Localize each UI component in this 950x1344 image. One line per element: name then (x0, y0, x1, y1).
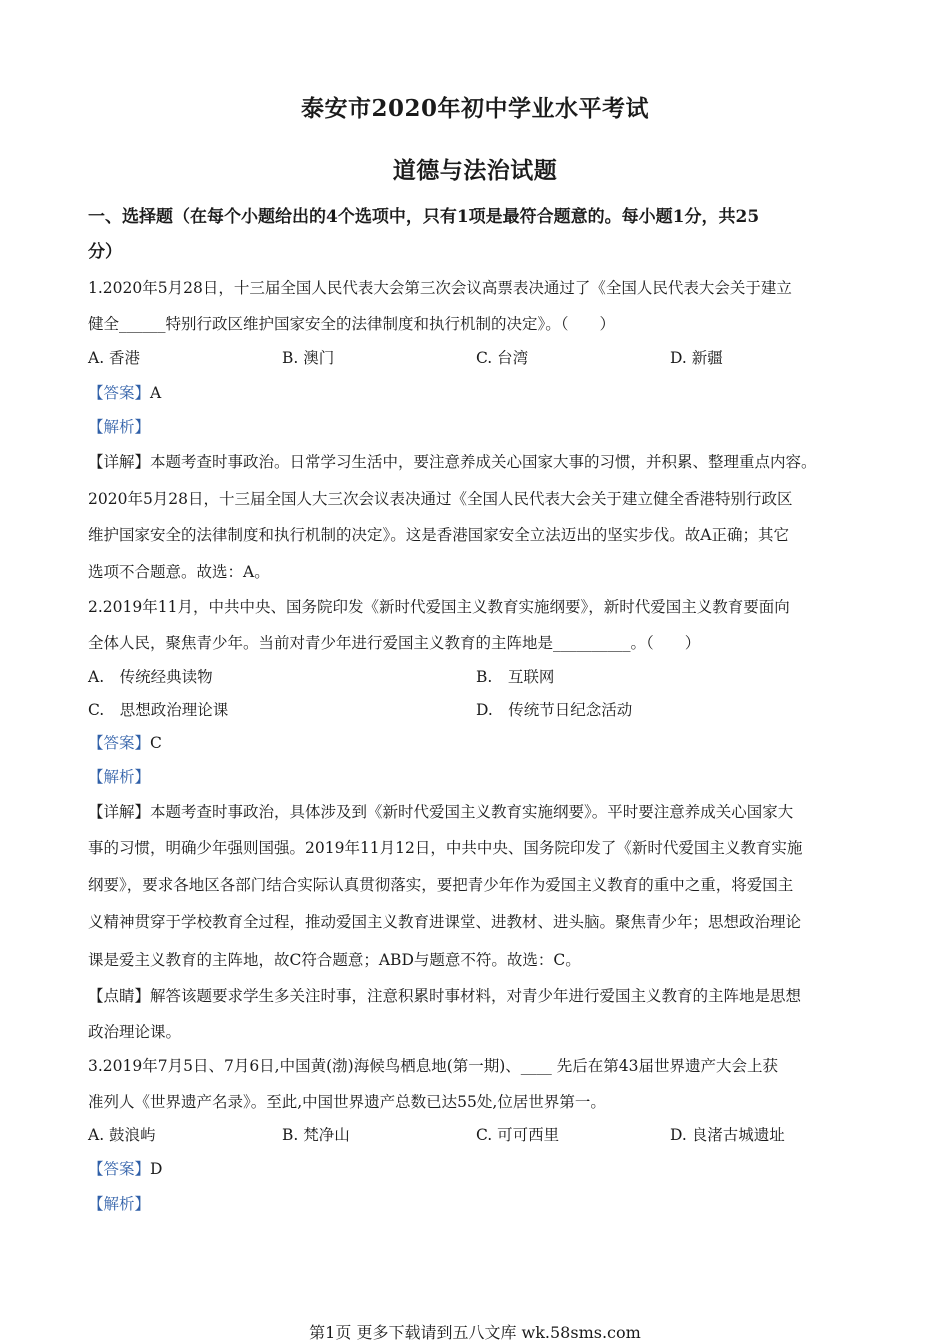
q1-answer (88, 382, 878, 404)
answer-tag: 【答案】 (88, 384, 151, 402)
q1-answer-value: A (150, 384, 162, 402)
q2-detail-text: 本题考查时事政治，具体涉及到《新时代爱国主义教育实施纲要》。平时要注意养成关心国家大 (150, 803, 794, 821)
q2-option-a: A. 传统经典读物 (88, 668, 213, 686)
q1-detail-line4: 选项不合题意。故选：A。 (88, 563, 270, 581)
section-heading-cont: 分） (88, 242, 122, 262)
q3-stem-line1: 3.2019年7月5日、7月6日,中国黄(渤)海候鸟栖息地(第一期)、____ 先后在第43届世界遗产大会上获 (88, 1057, 778, 1075)
q2-detail-line2: 事的习惯，明确少年强则国强。2019年11月12日，中共中央、国务院印发了《新时代爱国主义教育实施 (88, 839, 803, 857)
q1-option-a: A. 香港 (88, 349, 141, 367)
q2-answer-value: C (150, 734, 162, 752)
q3-option-b: B. 梵净山 (282, 1126, 350, 1144)
section-heading: 一、选择题（在每个小题给出的4个选项中，只有1项是最符合题意的。每小题1分，共25 (88, 207, 760, 227)
q2-comment-line1 (88, 985, 878, 1007)
q2-stem-line2: 全体人民，聚焦青少年。当前对青少年进行爱国主义教育的主阵地是__________。（ ） (88, 634, 701, 652)
q3-answer-value: D (150, 1160, 163, 1178)
q2-option-c: C. 思想政治理论课 (88, 701, 229, 719)
q3-option-c: C. 可可西里 (476, 1126, 560, 1144)
exam-subtitle: 道德与法治试题 (392, 157, 558, 184)
q1-detail-text: 本题考查时事政治。日常学习生活中，要注意养成关心国家大事的习惯，并积累、整理重点内容。 (150, 453, 817, 471)
q1-option-c: C. 台湾 (476, 349, 529, 367)
q2-analysis (88, 766, 878, 788)
q1-option-d: D. 新疆 (670, 349, 723, 367)
q2-detail-line5: 课是爱主义教育的主阵地，故C符合题意；ABD与题意不符。故选：C。 (88, 951, 581, 969)
q2-detail-line3: 纲要》，要求各地区各部门结合实际认真贯彻落实，要把青少年作为爱国主义教育的重中之重，将爱国主 (88, 876, 794, 894)
answer-tag: 【答案】 (88, 1160, 151, 1178)
q1-stem-line2: 健全______特别行政区维护国家安全的法律制度和执行机制的决定》。（ ） (88, 315, 616, 333)
q2-stem-line1: 2.2019年11月，中共中央、国务院印发《新时代爱国主义教育实施纲要》，新时代爱国主义教育要面向 (88, 598, 790, 616)
q2-comment-line2: 政治理论课。 (88, 1023, 182, 1041)
detail-tag: 【详解】 (88, 803, 151, 821)
q1-option-b: B. 澳门 (282, 349, 335, 367)
q2-option-b: B. 互联网 (476, 668, 555, 686)
page-footer: 第1页 更多下载请到五八文库 wk.58sms.com (309, 1323, 641, 1342)
exam-title: 泰安市2020年初中学业水平考试 (300, 95, 649, 122)
q1-detail-line2: 2020年5月28日，十三届全国人大三次会议表决通过《全国人民代表大会关于建立健全香港特别行政区 (88, 490, 793, 508)
q1-detail-line1 (88, 451, 878, 473)
q1-analysis (88, 416, 878, 438)
analysis-tag: 【解析】 (88, 1195, 151, 1213)
detail-tag: 【详解】 (88, 453, 151, 471)
analysis-tag: 【解析】 (88, 418, 151, 436)
q2-detail-line4: 义精神贯穿于学校教育全过程，推动爱国主义教育进课堂、进教材、进头脑。聚焦青少年；思想政治理论 (88, 913, 802, 931)
q2-detail-line1 (88, 801, 878, 823)
q2-option-d: D. 传统节日纪念活动 (476, 701, 633, 719)
q3-option-d: D. 良渚古城遗址 (670, 1126, 785, 1144)
q3-option-a: A. 鼓浪屿 (88, 1126, 156, 1144)
q3-answer (88, 1158, 878, 1180)
q3-analysis (88, 1193, 878, 1215)
answer-tag: 【答案】 (88, 734, 151, 752)
q2-comment-text: 解答该题要求学生多关注时事，注意积累时事材料，对青少年进行爱国主义教育的主阵地是思想 (150, 987, 802, 1005)
q3-stem-line2: 准列人《世界遗产名录》。至此,中国世界遗产总数已达55处,位居世界第一。 (88, 1093, 606, 1111)
q1-detail-line3: 维护国家安全的法律制度和执行机制的决定》。这是香港国家安全立法迈出的坚实步伐。故A正确；其它 (88, 526, 789, 544)
q1-stem-line1: 1.2020年5月28日，十三届全国人民代表大会第三次会议高票表决通过了《全国人民代表大会关于建立 (88, 279, 792, 297)
comment-tag: 【点睛】 (88, 987, 151, 1005)
q2-answer (88, 732, 878, 754)
analysis-tag: 【解析】 (88, 768, 151, 786)
